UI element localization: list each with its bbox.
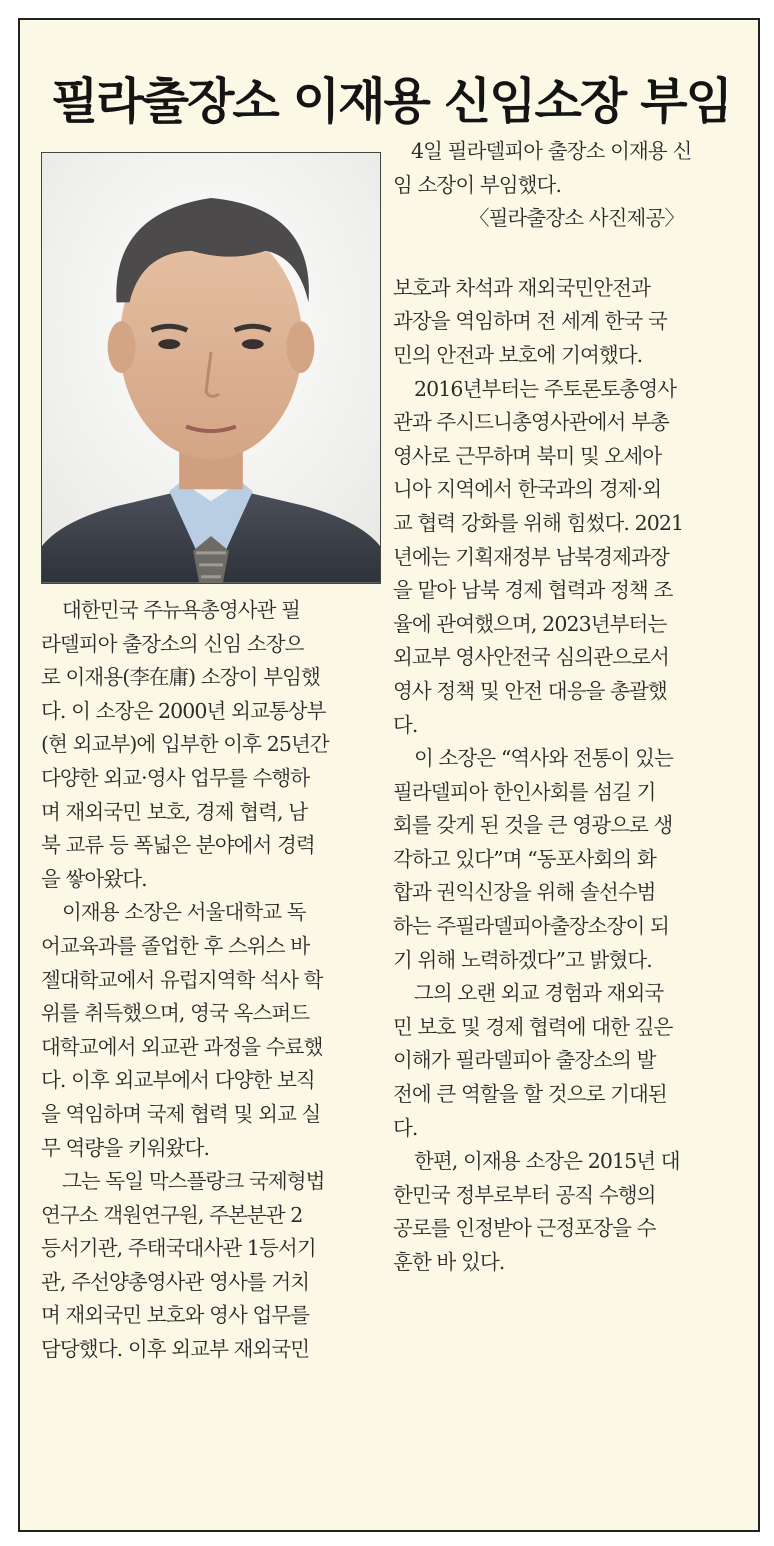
body-line: 합과 권익신장을 위해 솔선수범 <box>393 880 656 905</box>
body-line: 한민국 정부로부터 공직 수행의 <box>393 1182 656 1207</box>
body-line: 다. <box>393 712 418 737</box>
body-line: 영사로 근무하며 북미 및 오세아 <box>393 443 662 468</box>
body-line: 회를 갖게 된 것을 큰 영광으로 생 <box>393 813 673 838</box>
body-line: 니아 지역에서 한국과의 경제·외 <box>393 477 662 502</box>
body-line: 민 보호 및 경제 협력에 대한 깊은 <box>393 1014 673 1039</box>
body-line: 이해가 필라델피아 출장소의 발 <box>393 1048 656 1073</box>
body-line: 공로를 인정받아 근정포장을 수 <box>393 1216 656 1241</box>
body-line: 어교육과를 졸업한 후 스위스 바 <box>41 933 310 958</box>
body-line: 영사 정책 및 안전 대응을 총괄했 <box>393 678 667 703</box>
body-line: 담당했다. 이후 외교부 재외국민 <box>41 1337 310 1362</box>
body-line: 다양한 외교·영사 업무를 수행하 <box>41 765 310 790</box>
body-column-right <box>393 135 743 1280</box>
body-line: 한편, 이재용 소장은 2015년 대 <box>414 1149 680 1174</box>
body-line: 며 재외국민 보호와 영사 업무를 <box>41 1303 310 1328</box>
body-line: 위를 취득했으며, 영국 옥스퍼드 <box>41 1001 310 1026</box>
body-line: 로 이재용(李在庸) 소장이 부임했 <box>41 665 320 690</box>
body-line: 북 교류 등 폭넓은 분야에서 경력 <box>41 833 315 858</box>
body-line: 관, 주선양총영사관 영사를 거치 <box>41 1269 310 1294</box>
body-line: 대학교에서 외교관 과정을 수료했 <box>41 1034 323 1059</box>
body-line: 대한민국 주뉴욕총영사관 필 <box>62 598 301 622</box>
portrait-illustration <box>42 153 380 583</box>
body-line: 다. 이후 외교부에서 다양한 보직 <box>41 1068 315 1093</box>
body-line: 을 맡아 남북 경제 협력과 정책 조 <box>393 578 673 603</box>
body-line: 훈한 바 있다. <box>393 1250 505 1274</box>
body-line: 젤대학교에서 유럽지역학 석사 학 <box>41 967 323 992</box>
body-line: 년에는 기획재정부 남북경제과장 <box>393 544 669 569</box>
body-line: 등서기관, 주태국대사관 1등서기 <box>41 1236 316 1261</box>
news-clipping <box>18 18 760 1532</box>
body-line: 다. <box>393 1115 418 1140</box>
body-line: 과장을 역임하며 전 세계 한국 국 <box>393 309 667 334</box>
body-line: 라델피아 출장소의 신임 소장으 <box>41 631 304 656</box>
body-line: 다. 이 소장은 2000년 외교통상부 <box>41 698 326 723</box>
body-line: 필라델피아 한인사회를 섬길 기 <box>393 779 656 804</box>
body-line: (현 외교부)에 입부한 이후 25년간 <box>41 732 329 757</box>
photo-credit: 〈필라출장소 사진제공〉 <box>469 206 684 231</box>
body-line: 관과 주시드니총영사관에서 부총 <box>393 410 669 435</box>
body-column-left <box>41 594 386 1367</box>
portrait-photo <box>41 152 381 584</box>
body-line: 무 역량을 키워왔다. <box>41 1135 210 1160</box>
body-line: 며 재외국민 보호, 경제 협력, 남 <box>41 799 308 824</box>
body-line: 을 쌓아왔다. <box>41 866 147 891</box>
body-line: 이재용 소장은 서울대학교 독 <box>62 900 306 925</box>
body-line: 각하고 있다”며 “동포사회의 화 <box>393 846 656 871</box>
photo-caption: 임 소장이 부임했다. <box>393 172 562 197</box>
body-line: 기 위해 노력하겠다”고 밝혔다. <box>393 947 652 972</box>
body-line: 전에 큰 역할을 할 것으로 기대된 <box>393 1082 667 1107</box>
body-line: 그는 독일 막스플랑크 국제형법 <box>62 1169 325 1194</box>
photo-caption: 4일 필라델피아 출장소 이재용 신 <box>411 139 692 163</box>
body-line: 외교부 영사안전국 심의관으로서 <box>393 645 669 670</box>
headline: 필라출장소 이재용 신임소장 부임 <box>51 73 731 130</box>
body-line: 을 역임하며 국제 협력 및 외교 실 <box>41 1101 321 1126</box>
caption-gap <box>393 236 743 272</box>
body-line: 이 소장은 “역사와 전통이 있는 <box>414 746 673 771</box>
body-line: 율에 관여했으며, 2023년부터는 <box>393 611 667 636</box>
body-line: 2016년부터는 주토론토총영사 <box>414 376 677 401</box>
body-line: 하는 주필라델피아출장소장이 되 <box>393 914 669 939</box>
body-line: 민의 안전과 보호에 기여했다. <box>393 342 643 367</box>
body-line: 그의 오랜 외교 경험과 재외국 <box>414 981 664 1006</box>
body-line: 연구소 객원연구원, 주본분관 2 <box>41 1202 303 1227</box>
body-line: 보호과 차석과 재외국민안전과 <box>393 275 650 300</box>
body-line: 교 협력 강화를 위해 힘썼다. 2021 <box>393 510 684 535</box>
